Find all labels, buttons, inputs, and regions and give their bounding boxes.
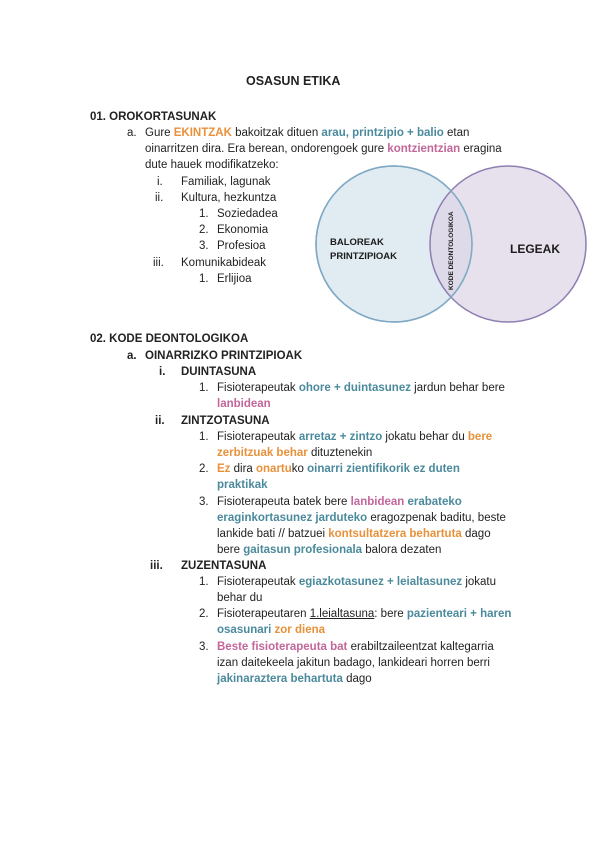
venn-diagram	[310, 160, 600, 335]
list-item: Soziedadea	[217, 208, 278, 220]
list-marker: 1.	[199, 431, 209, 443]
paragraph-line: osasunari zor diena	[217, 624, 326, 636]
list-marker: 1.	[199, 576, 209, 588]
paragraph-line: Fisioterapeutak egiazkotasunez + leialtasunez jokatu	[217, 576, 497, 588]
paragraph-line: praktikak	[217, 479, 268, 491]
list-marker: a.	[127, 350, 137, 362]
paragraph-line: Ez dira onartuko oinarri zientifikorik ez duten	[217, 463, 460, 475]
list-marker: 1.	[199, 273, 209, 285]
paragraph-line: Fisioterapeuta batek bere lanbidean erabateko	[217, 496, 462, 508]
list-marker: iii.	[153, 257, 164, 269]
list-item: Komunikabideak	[181, 257, 267, 269]
paragraph-line: oinarritzen dira. Era berean, ondorengoek gure kontzientzian eragina	[145, 143, 502, 155]
list-marker: 2.	[199, 608, 209, 620]
list-item: Kultura, hezkuntza	[181, 192, 277, 204]
list-marker: i.	[159, 366, 166, 378]
paragraph-line: Beste fisioterapeuta bat erabiltzaileentzat kaltegarria	[217, 641, 494, 653]
paragraph-line: bere gaitasun profesionala balora dezaten	[217, 544, 442, 556]
venn-right-label: LEGEAK	[510, 242, 561, 256]
venn-left-label-1: BALOREAK	[330, 237, 384, 248]
paragraph-line: zerbitzuak behar dituztenekin	[217, 447, 373, 459]
list-marker: 3.	[199, 641, 209, 653]
list-marker: 3.	[199, 496, 209, 508]
list-marker: a.	[127, 127, 137, 139]
paragraph-line: eraginkortasunez jarduteko eragozpenak baditu, beste	[217, 512, 506, 524]
paragraph-line: Fisioterapeutak ohore + duintasunez jardun behar bere	[217, 382, 505, 394]
list-marker: 2.	[199, 224, 209, 236]
venn-center-label: KODE DEONTOLOGIKOA	[448, 211, 455, 290]
section-heading-orokortasunak: 01. OROKORTASUNAK	[90, 111, 217, 123]
list-marker: 1.	[199, 382, 209, 394]
paragraph-line: Fisioterapeutak arretaz + zintzo jokatu behar du bere	[217, 431, 493, 443]
paragraph-line: lankide bati // batzuei kontsultatzera behartuta dago	[217, 528, 491, 540]
principle-heading-zuzentasuna: ZUZENTASUNA	[181, 560, 267, 572]
principle-heading-zintzotasuna: ZINTZOTASUNA	[181, 415, 270, 427]
list-marker: i.	[157, 176, 163, 188]
list-marker: 1.	[199, 208, 209, 220]
paragraph-line: dute hauek modifikatzeko:	[145, 159, 279, 171]
list-item: Ekonomia	[217, 224, 269, 236]
list-item: Profesioa	[217, 240, 266, 252]
paragraph-line: behar du	[217, 592, 263, 604]
paragraph-line: Gure EKINTZAK bakoitzak dituen arau, printzipio + balio etan	[145, 127, 470, 139]
list-item: Familiak, lagunak	[181, 176, 271, 188]
list-marker: 2.	[199, 463, 209, 475]
subsection-heading: OINARRIZKO PRINTZIPIOAK	[145, 350, 303, 362]
paragraph-line: lanbidean	[217, 398, 271, 410]
list-marker: ii.	[155, 415, 165, 427]
principle-heading-duintasuna: DUINTASUNA	[181, 366, 257, 378]
paragraph-line: jakinaraztera behartuta dago	[217, 673, 372, 685]
venn-left-label-2: PRINTZIPIOAK	[330, 251, 398, 262]
paragraph-line: izan daitekeela jakitun badago, lankideari horren berri	[217, 657, 490, 669]
page-title: OSASUN ETIKA	[246, 74, 341, 88]
paragraph-line: Fisioterapeutaren 1.leialtasuna: bere pazienteari + haren	[217, 608, 512, 620]
section-heading-kode-deontologikoa: 02. KODE DEONTOLOGIKOA	[90, 333, 249, 345]
list-marker: 3.	[199, 240, 209, 252]
list-marker: iii.	[150, 560, 163, 572]
list-marker: ii.	[155, 192, 164, 204]
list-item: Erlijioa	[217, 273, 252, 285]
